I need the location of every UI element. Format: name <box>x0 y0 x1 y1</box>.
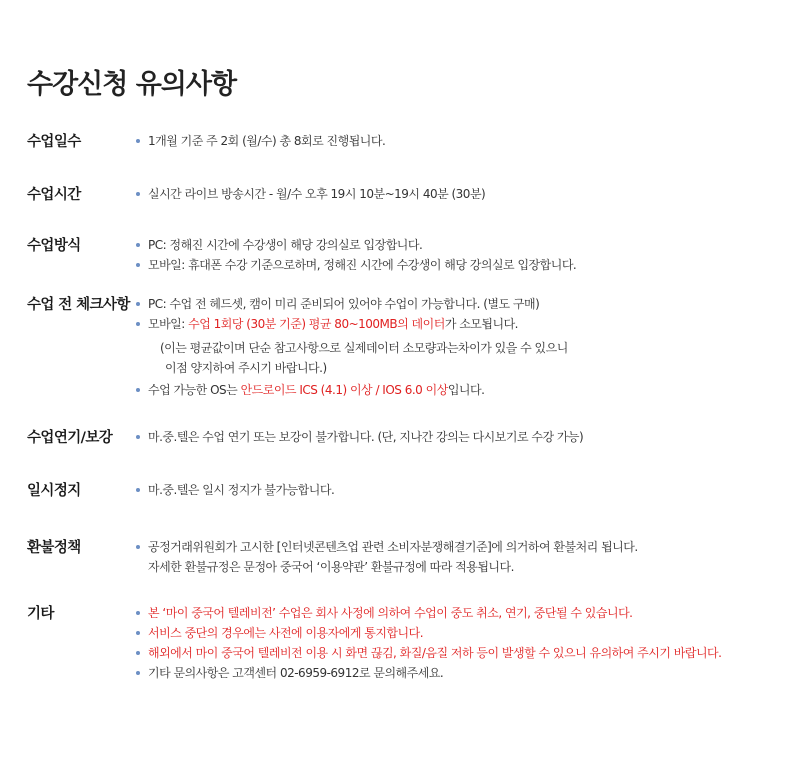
list-item <box>134 255 576 275</box>
item-text: 모바일: 휴대폰 수강 기준으로하며, 정해진 시간에 수강생이 해당 강의실로 입장합니다. <box>148 258 577 272</box>
bullet-icon <box>136 192 140 196</box>
item-text: 가 소모됩니다. <box>444 317 518 331</box>
section-list <box>134 131 385 151</box>
item-text: 공정거래위원회가 고시한 [인터넷콘텐츠업 관련 소비자분쟁해결기준]에 의거하여 환불처리 됩니다. <box>148 540 638 554</box>
bullet-icon <box>136 302 140 306</box>
item-text: 실시간 라이브 방송시간 - 월/수 오후 19시 10분~19시 40분 (30분) <box>148 187 486 201</box>
bullet-icon <box>136 435 140 439</box>
note <box>148 338 568 378</box>
list-item <box>134 235 576 255</box>
section-list <box>134 184 485 204</box>
section-label: 수업방식 <box>27 238 81 254</box>
bullet-icon <box>136 651 140 655</box>
item-text: 자세한 환불규정은 문정아 중국어 ‘이용약관’ 환불규정에 따라 적용됩니다. <box>148 560 514 574</box>
section-list <box>134 480 334 500</box>
section-label: 일시정지 <box>27 483 81 499</box>
item-text: 마.중.텔은 일시 정지가 불가능합니다. <box>148 483 335 497</box>
section-list <box>134 537 638 577</box>
list-item <box>134 184 485 204</box>
bullet-icon <box>136 322 140 326</box>
list-item <box>134 623 721 643</box>
item-text: 마.중.텔은 수업 연기 또는 보강이 불가합니다. (단, 지나간 강의는 다시보기로 수강 가능) <box>148 430 584 444</box>
bullet-icon <box>136 631 140 635</box>
bullet-icon <box>136 671 140 675</box>
section-label: 수업 전 체크사항 <box>27 297 130 313</box>
highlight-text: 수업 1회당 (30분 기준) 평균 80~100MB의 데이터 <box>188 317 445 331</box>
item-text: PC: 수업 전 헤드셋, 캠이 미리 준비되어 있어야 수업이 가능합니다. (별도 구매) <box>148 297 540 311</box>
item-text: 수업 가능한 OS는 <box>148 383 241 397</box>
list-item <box>134 131 385 151</box>
section-label: 수업일수 <box>27 134 81 150</box>
highlight-text: 안드로이드 ICS (4.1) 이상 / IOS 6.0 이상 <box>240 383 448 397</box>
note-line: (이는 평균값이며 단순 참고사항으로 실제데이터 소모량과는차이가 있을 수 있으니 <box>160 341 568 355</box>
section-list <box>134 427 583 447</box>
list-item <box>134 294 568 314</box>
item-text: 본 ‘마이 중국어 텔레비전’ 수업은 회사 사정에 의하여 수업이 중도 취소, 연기, 중단될 수 있습니다. <box>148 606 633 620</box>
list-item <box>134 663 721 683</box>
section-label: 기타 <box>27 606 54 622</box>
item-text: 입니다. <box>447 383 485 397</box>
item-text: 모바일: <box>148 317 189 331</box>
bullet-icon <box>136 611 140 615</box>
item-text: 서비스 중단의 경우에는 사전에 이용자에게 통지합니다. <box>148 626 424 640</box>
item-text: 해외에서 마이 중국어 텔레비전 이용 시 화면 끊김, 화질/음질 저하 등이 발생할 수 있으니 유의하여 주시기 바랍니다. <box>148 646 722 660</box>
section-label: 수업연기/보강 <box>27 430 113 446</box>
note-line: 이점 양지하여 주시기 바랍니다.) <box>165 361 327 375</box>
list-item <box>134 603 721 623</box>
item-text: PC: 정해진 시간에 수강생이 해당 강의실로 입장합니다. <box>148 238 423 252</box>
bullet-icon <box>136 488 140 492</box>
section-list <box>134 603 721 683</box>
list-item <box>134 480 334 500</box>
section-list <box>134 294 568 400</box>
bullet-icon <box>136 545 140 549</box>
list-item <box>134 314 568 378</box>
bullet-icon <box>136 263 140 267</box>
bullet-icon <box>136 243 140 247</box>
section-list <box>134 235 576 275</box>
bullet-icon <box>136 388 140 392</box>
item-text: 1개월 기준 주 2회 (월/수) 총 8회로 진행됩니다. <box>148 134 386 148</box>
list-item <box>134 537 638 577</box>
list-item <box>134 643 721 663</box>
section-label: 환불정책 <box>27 540 81 556</box>
list-item <box>134 380 568 400</box>
item-text: 기타 문의사항은 고객센터 02-6959-6912로 문의해주세요. <box>148 666 444 680</box>
list-item <box>134 427 583 447</box>
section-label: 수업시간 <box>27 187 81 203</box>
page-title: 수강신청 유의사항 <box>27 69 237 100</box>
bullet-icon <box>136 139 140 143</box>
